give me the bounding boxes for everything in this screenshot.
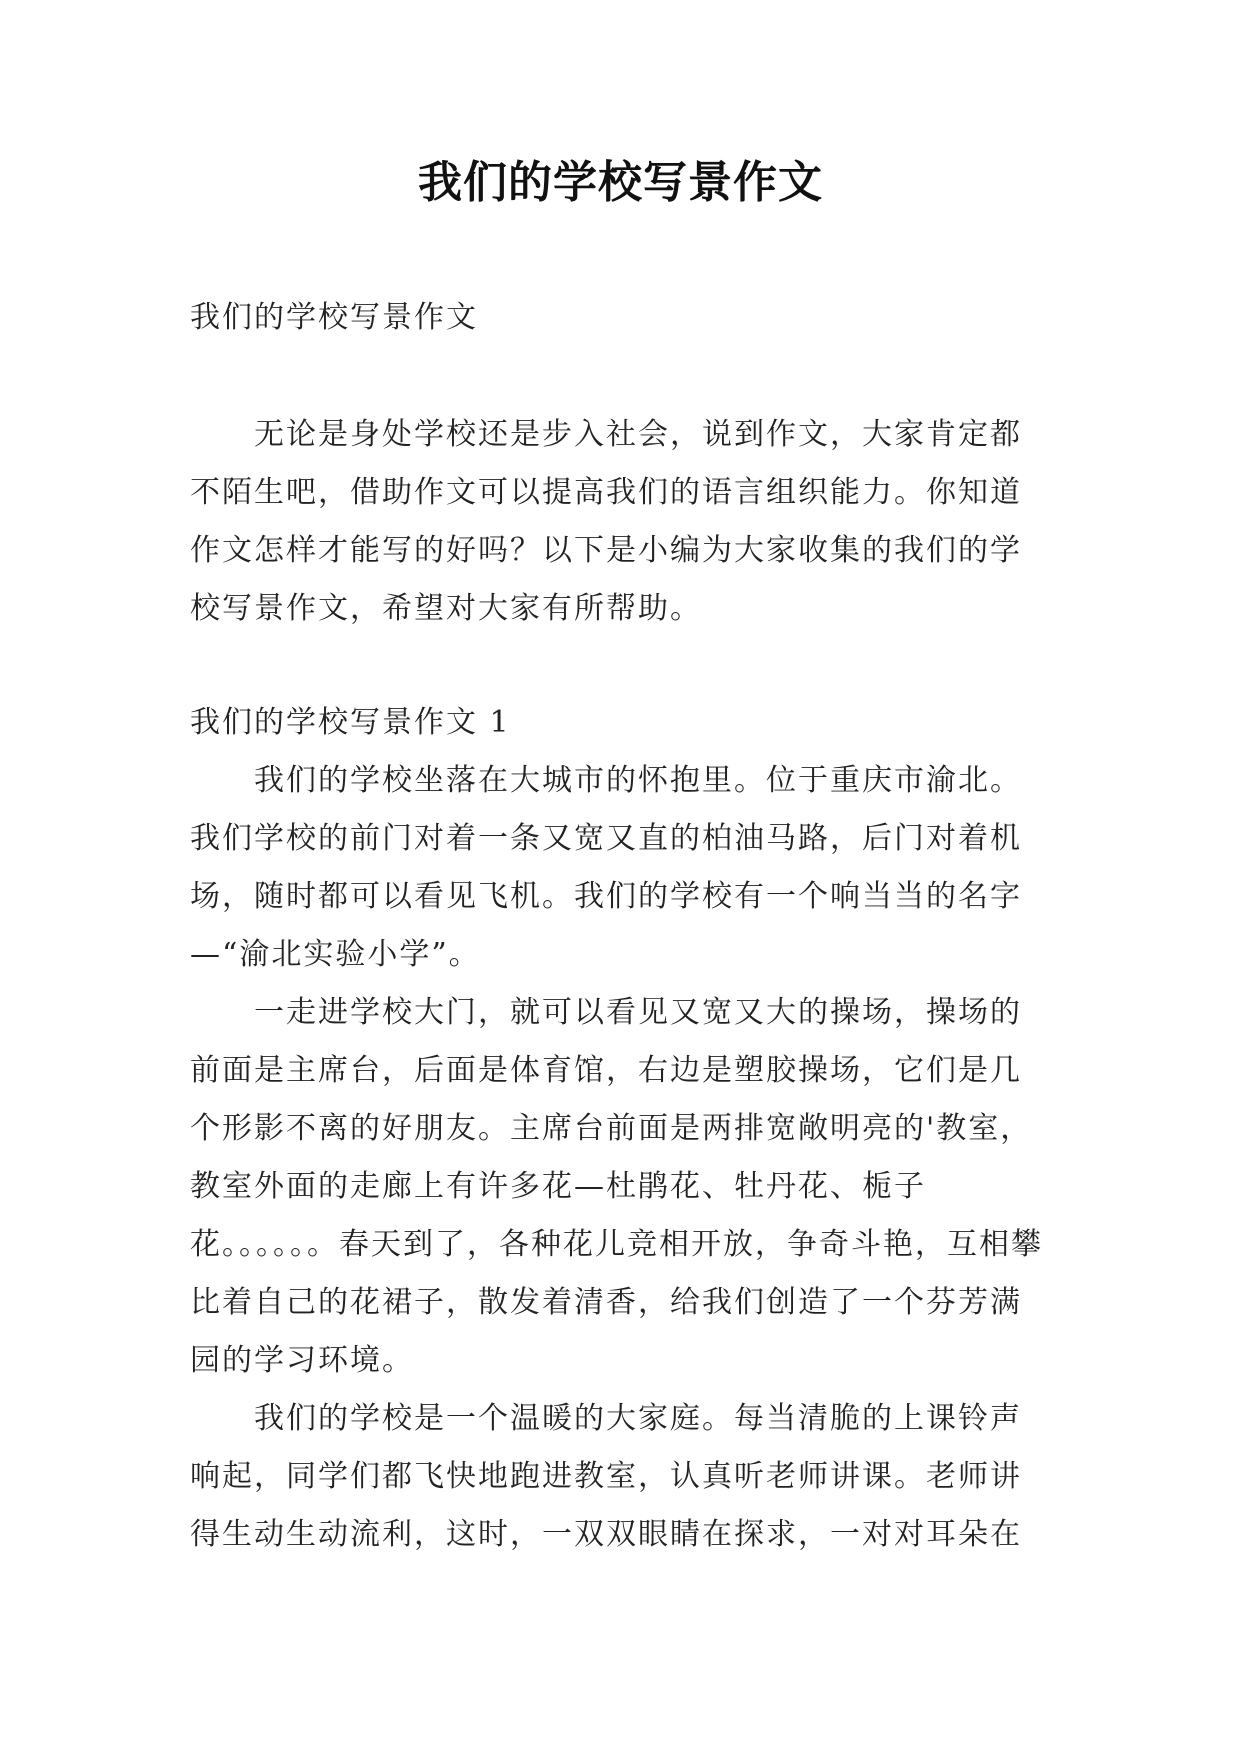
essay-paragraph: 一走进学校大门，就可以看见又宽又大的操场，操场的前面是主席台，后面是体育馆，右边是塑胶操场，它们是几个形影不离的好朋友。主席台前面是两排宽敞明亮的'教室，教室外面的走廊上有许多花—杜鹃花、牡丹花、栀子花。。。。。。春天到了，各种花儿竞相开放，争奇斗艳，互相攀比着自己的花裙子，散发着清香，给我们创造了一个芬芳满园的学习环境。 [190,995,1043,1378]
section-heading: 我们的学校写景作文 1 [190,705,511,740]
essay-body [190,752,1050,1564]
intro-paragraph: 无论是身处学校还是步入社会，说到作文，大家肯定都不陌生吧，借助作文可以提高我们的语言组织能力。你知道作文怎样才能写的好吗？以下是小编为大家收集的我们的学校写景作文，希望对大家有所帮助。 [190,417,1022,626]
essay-paragraph: 我们的学校坐落在大城市的怀抱里。位于重庆市渝北。我们学校的前门对着一条又宽又直的柏油马路，后门对着机场，随时都可以看见飞机。我们的学校有一个响当当的名字—“渝北实验小学”。 [190,763,1022,972]
essay-paragraph: 我们的学校是一个温暖的大家庭。每当清脆的上课铃声响起，同学们都飞快地跑进教室，认真听老师讲课。老师讲得生动生动流利，这时，一双双眼睛在探求，一对对耳朵在 [190,1401,1022,1552]
document-title: 我们的学校写景作文 [418,157,823,208]
document-subtitle: 我们的学校写景作文 [190,300,478,335]
